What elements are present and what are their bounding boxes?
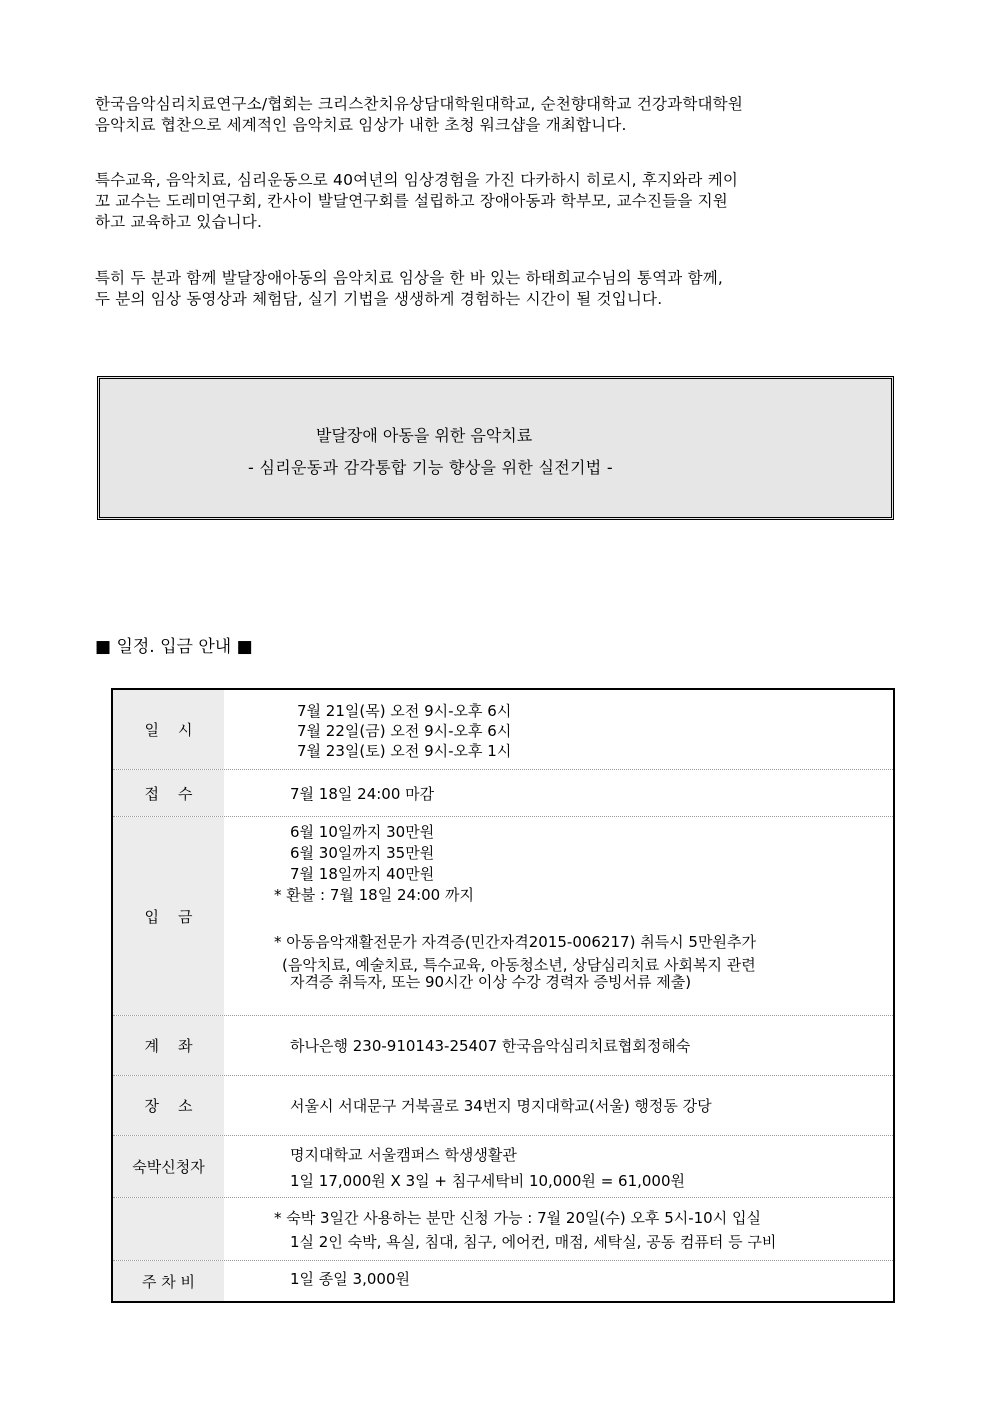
lodging-label: 숙박신청자 [113,1136,224,1197]
intro-paragraph-2 [95,170,897,233]
date-line-3: 7월 23일(토) 오전 9시-오후 1시 [297,742,512,760]
lodging-note-line-2: 1실 2인 숙박, 욕실, 침대, 침구, 에어컨, 매점, 세탁실, 공동 컴퓨터 등 구비 [290,1233,777,1251]
table-row-account [113,1015,893,1075]
certificate-note-detail-1: (음악치료, 예술치료, 특수교육, 아동청소년, 상담심리치료 사회복지 관련 [282,956,756,974]
date-value [224,690,893,769]
intro-paragraph-3 [95,268,897,310]
date-line-1: 7월 21일(목) 오전 9시-오후 6시 [297,702,512,720]
reception-value [224,770,893,816]
date-label: 일 시 [113,690,224,769]
intro-3-line-1: 특히 두 분과 함께 발달장애아동의 음악치료 임상을 한 바 있는 하태희교수님의 통역과 함께, [95,269,724,287]
certificate-note-detail-2: 자격증 취득자, 또는 90시간 이상 수강 경력자 증빙서류 제출) [290,973,692,991]
payment-line-3: 7월 18일까지 40만원 [290,865,435,883]
parking-fee: 1일 종일 3,000원 [290,1270,410,1288]
lodging-note-line-1: * 숙박 3일간 사용하는 분만 신청 가능 : 7월 20일(수) 오후 5시-10시 입실 [274,1209,761,1227]
lodging-note-value [224,1198,893,1260]
payment-line-2: 6월 30일까지 35만원 [290,844,435,862]
intro-1-line-1: 한국음악심리치료연구소/협회는 크리스찬치유상담대학원대학교, 순천향대학교 건강과학대학원 [95,95,744,113]
intro-1-line-2: 음악치료 협찬으로 세계적인 음악치료 임상가 내한 초청 워크샵을 개최합니다. [95,116,627,134]
certificate-note: * 아동음악재활전문가 자격증(민간자격2015-006217) 취득시 5만원추가 [274,933,756,951]
table-row-venue [113,1075,893,1135]
workshop-subtitle: - 심리운동과 감각통합 기능 향상을 위한 실전기법 - [248,458,613,477]
reception-label: 접 수 [113,770,224,816]
intro-2-line-2: 꼬 교수는 도레미연구회, 칸사이 발달연구회를 설립하고 장애아동과 학부모, 교수진들을 지원 [95,192,728,210]
workshop-title-box [97,376,894,520]
table-row-lodging-note [113,1197,893,1260]
venue-value [224,1076,893,1135]
bank-account: 하나은행 230-910143-25407 한국음악심리치료협회정해숙 [290,1037,691,1055]
account-label: 계 좌 [113,1016,224,1075]
refund-note: * 환불 : 7월 18일 24:00 까지 [274,886,474,904]
lodging-place: 명지대학교 서울캠퍼스 학생생활관 [290,1146,517,1164]
payment-label: 입 금 [113,817,224,1015]
table-row-payment [113,816,893,1015]
lodging-cost: 1일 17,000원 X 3일 + 침구세탁비 10,000원 = 61,000원 [290,1172,686,1190]
lodging-value [224,1136,893,1197]
payment-value [224,817,893,1015]
venue-label: 장 소 [113,1076,224,1135]
table-row-parking [113,1260,893,1301]
account-value [224,1016,893,1075]
intro-paragraph-1 [95,94,897,136]
schedule-table [111,688,895,1303]
parking-value [224,1261,893,1301]
venue-address: 서울시 서대문구 거북골로 34번지 명지대학교(서울) 행정동 강당 [290,1097,712,1115]
reception-deadline: 7월 18일 24:00 마감 [290,785,435,803]
date-line-2: 7월 22일(금) 오전 9시-오후 6시 [297,722,512,740]
table-row-lodging [113,1135,893,1197]
lodging-note-label [113,1198,224,1260]
workshop-title: 발달장애 아동을 위한 음악치료 [316,426,533,445]
intro-3-line-2: 두 분의 임상 동영상과 체험담, 실기 기법을 생생하게 경험하는 시간이 될 것입니다. [95,290,663,308]
intro-2-line-3: 하고 교육하고 있습니다. [95,213,263,231]
payment-line-1: 6월 10일까지 30만원 [290,823,435,841]
parking-label: 주 차 비 [113,1261,224,1301]
intro-2-line-1: 특수교육, 음악치료, 심리운동으로 40여년의 임상경험을 가진 다카하시 히로시, 후지와라 케이 [95,171,739,189]
table-row-reception [113,769,893,816]
section-heading: ■ 일정. 입금 안내 ■ [95,637,253,657]
table-row-date [113,690,893,769]
